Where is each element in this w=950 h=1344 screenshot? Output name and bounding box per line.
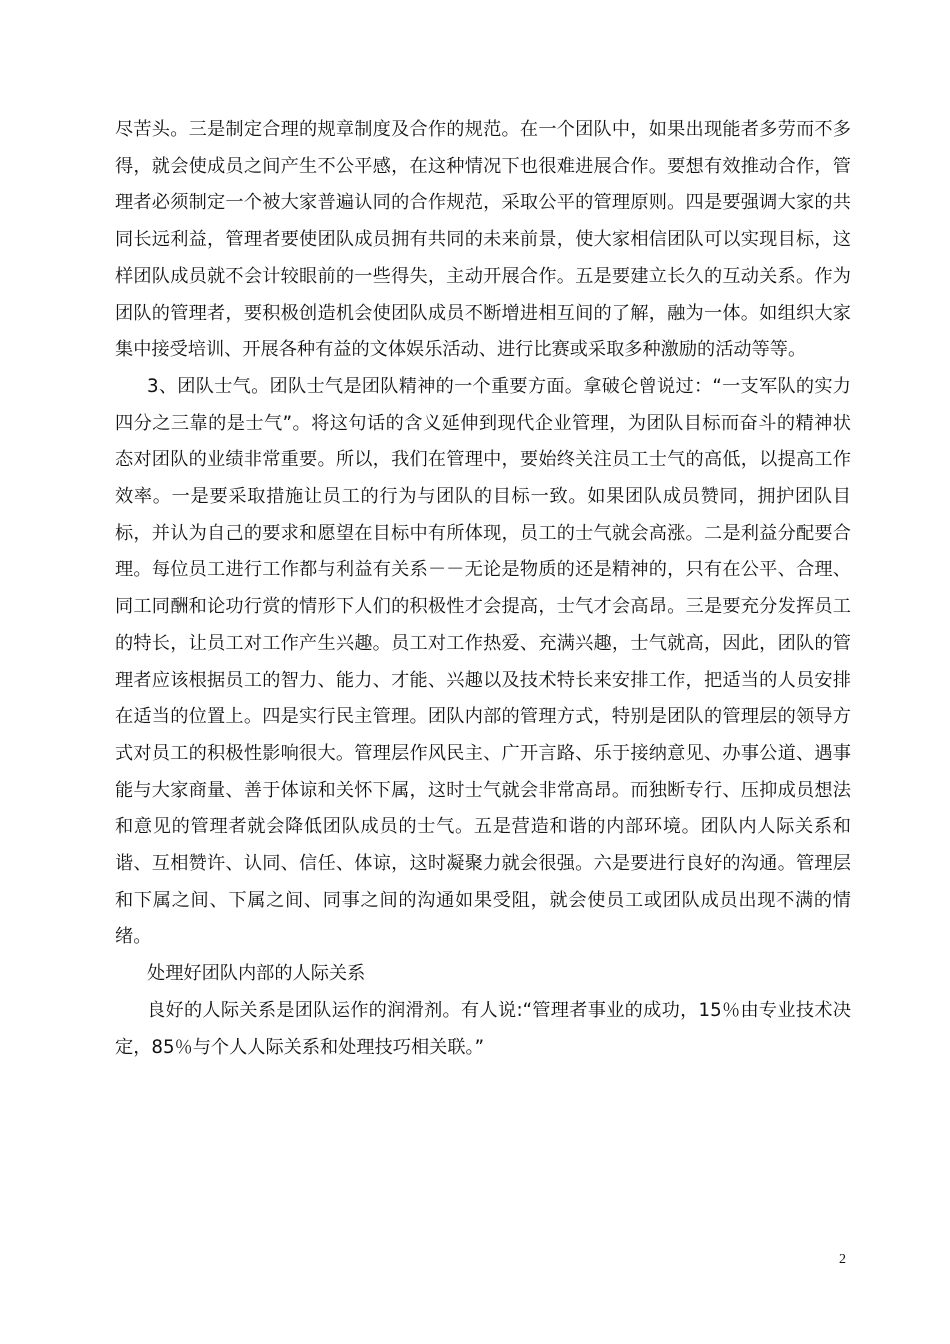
page-number: 2 [839,1252,846,1267]
paragraph-interpersonal-relations: 良好的人际关系是团队运作的润滑剂。有人说:“管理者事业的成功，15％由专业技术决定，85％与个人人际关系和处理技巧相关联。” [115,999,851,1058]
paragraph-cooperation-continued: 尽苦头。三是制定合理的规章制度及合作的规范。在一个团队中，如果出现能者多劳而不多得，就会使成员之间产生不公平感，在这种情况下也很难进展合作。要想有效推动合作，管理者必须制定一个被大家普遍认同的合作规范，采取公平的管理原则。四是要强调大家的共同长远利益，管理者要使团队成员拥有共同的未来前景，使大家相信团队可以实现目标，这样团队成员就不会计较眼前的一些得失，主动开展合作。五是要建立长久的互动关系。作为团队的管理者，要积极创造机会使团队成员不断增进相互间的了解，融为一体。如组织大家集中接受培训、开展各种有益的文体娱乐活动、进行比赛或采取多种激励的活动等等。 [115,119,851,361]
body-text [115,112,851,1066]
section-heading-interpersonal-relations: 处理好团队内部的人际关系 [147,963,366,985]
paragraph-team-morale: 3、团队士气。团队士气是团队精神的一个重要方面。拿破仑曾说过：“一支军队的实力四分之三靠的是士气”。将这句话的含义延伸到现代企业管理，为团队目标而奋斗的精神状态对团队的业绩非常重要。所以，我们在管理中，要始终关注员工士气的高低，以提高工作效率。一是要采取措施让员工的行为与团队的目标一致。如果团队成员赞同，拥护团队目标，并认为自己的要求和愿望在目标中有所体现，员工的士气就会高涨。二是利益分配要合理。每位员工进行工作都与利益有关系－－无论是物质的还是精神的，只有在公平、合理、同工同酬和论功行赏的情形下人们的积极性才会提高，士气才会高昂。三是要充分发挥员工的特长，让员工对工作产生兴趣。员工对工作热爱、充满兴趣，士气就高，因此，团队的管理者应该根据员工的智力、能力、才能、兴趣以及技术特长来安排工作，把适当的人员安排在适当的位置上。四是实行民主管理。团队内部的管理方式，特别是团队的管理层的领导方式对员工的积极性影响很大。管理层作风民主、广开言路、乐于接纳意见、办事公道、遇事能与大家商量、善于体谅和关怀下属，这时士气就会非常高昂。而独断专行、压抑成员想法和意见的管理者就会降低团队成员的士气。五是营造和谐的内部环境。团队内人际关系和谐、互相赞许、认同、信任、体谅，这时凝聚力就会很强。六是要进行良好的沟通。管理层和下属之间、下属之间、同事之间的沟通如果受阻，就会使员工或团队成员出现不满的情绪。 [115,375,851,948]
